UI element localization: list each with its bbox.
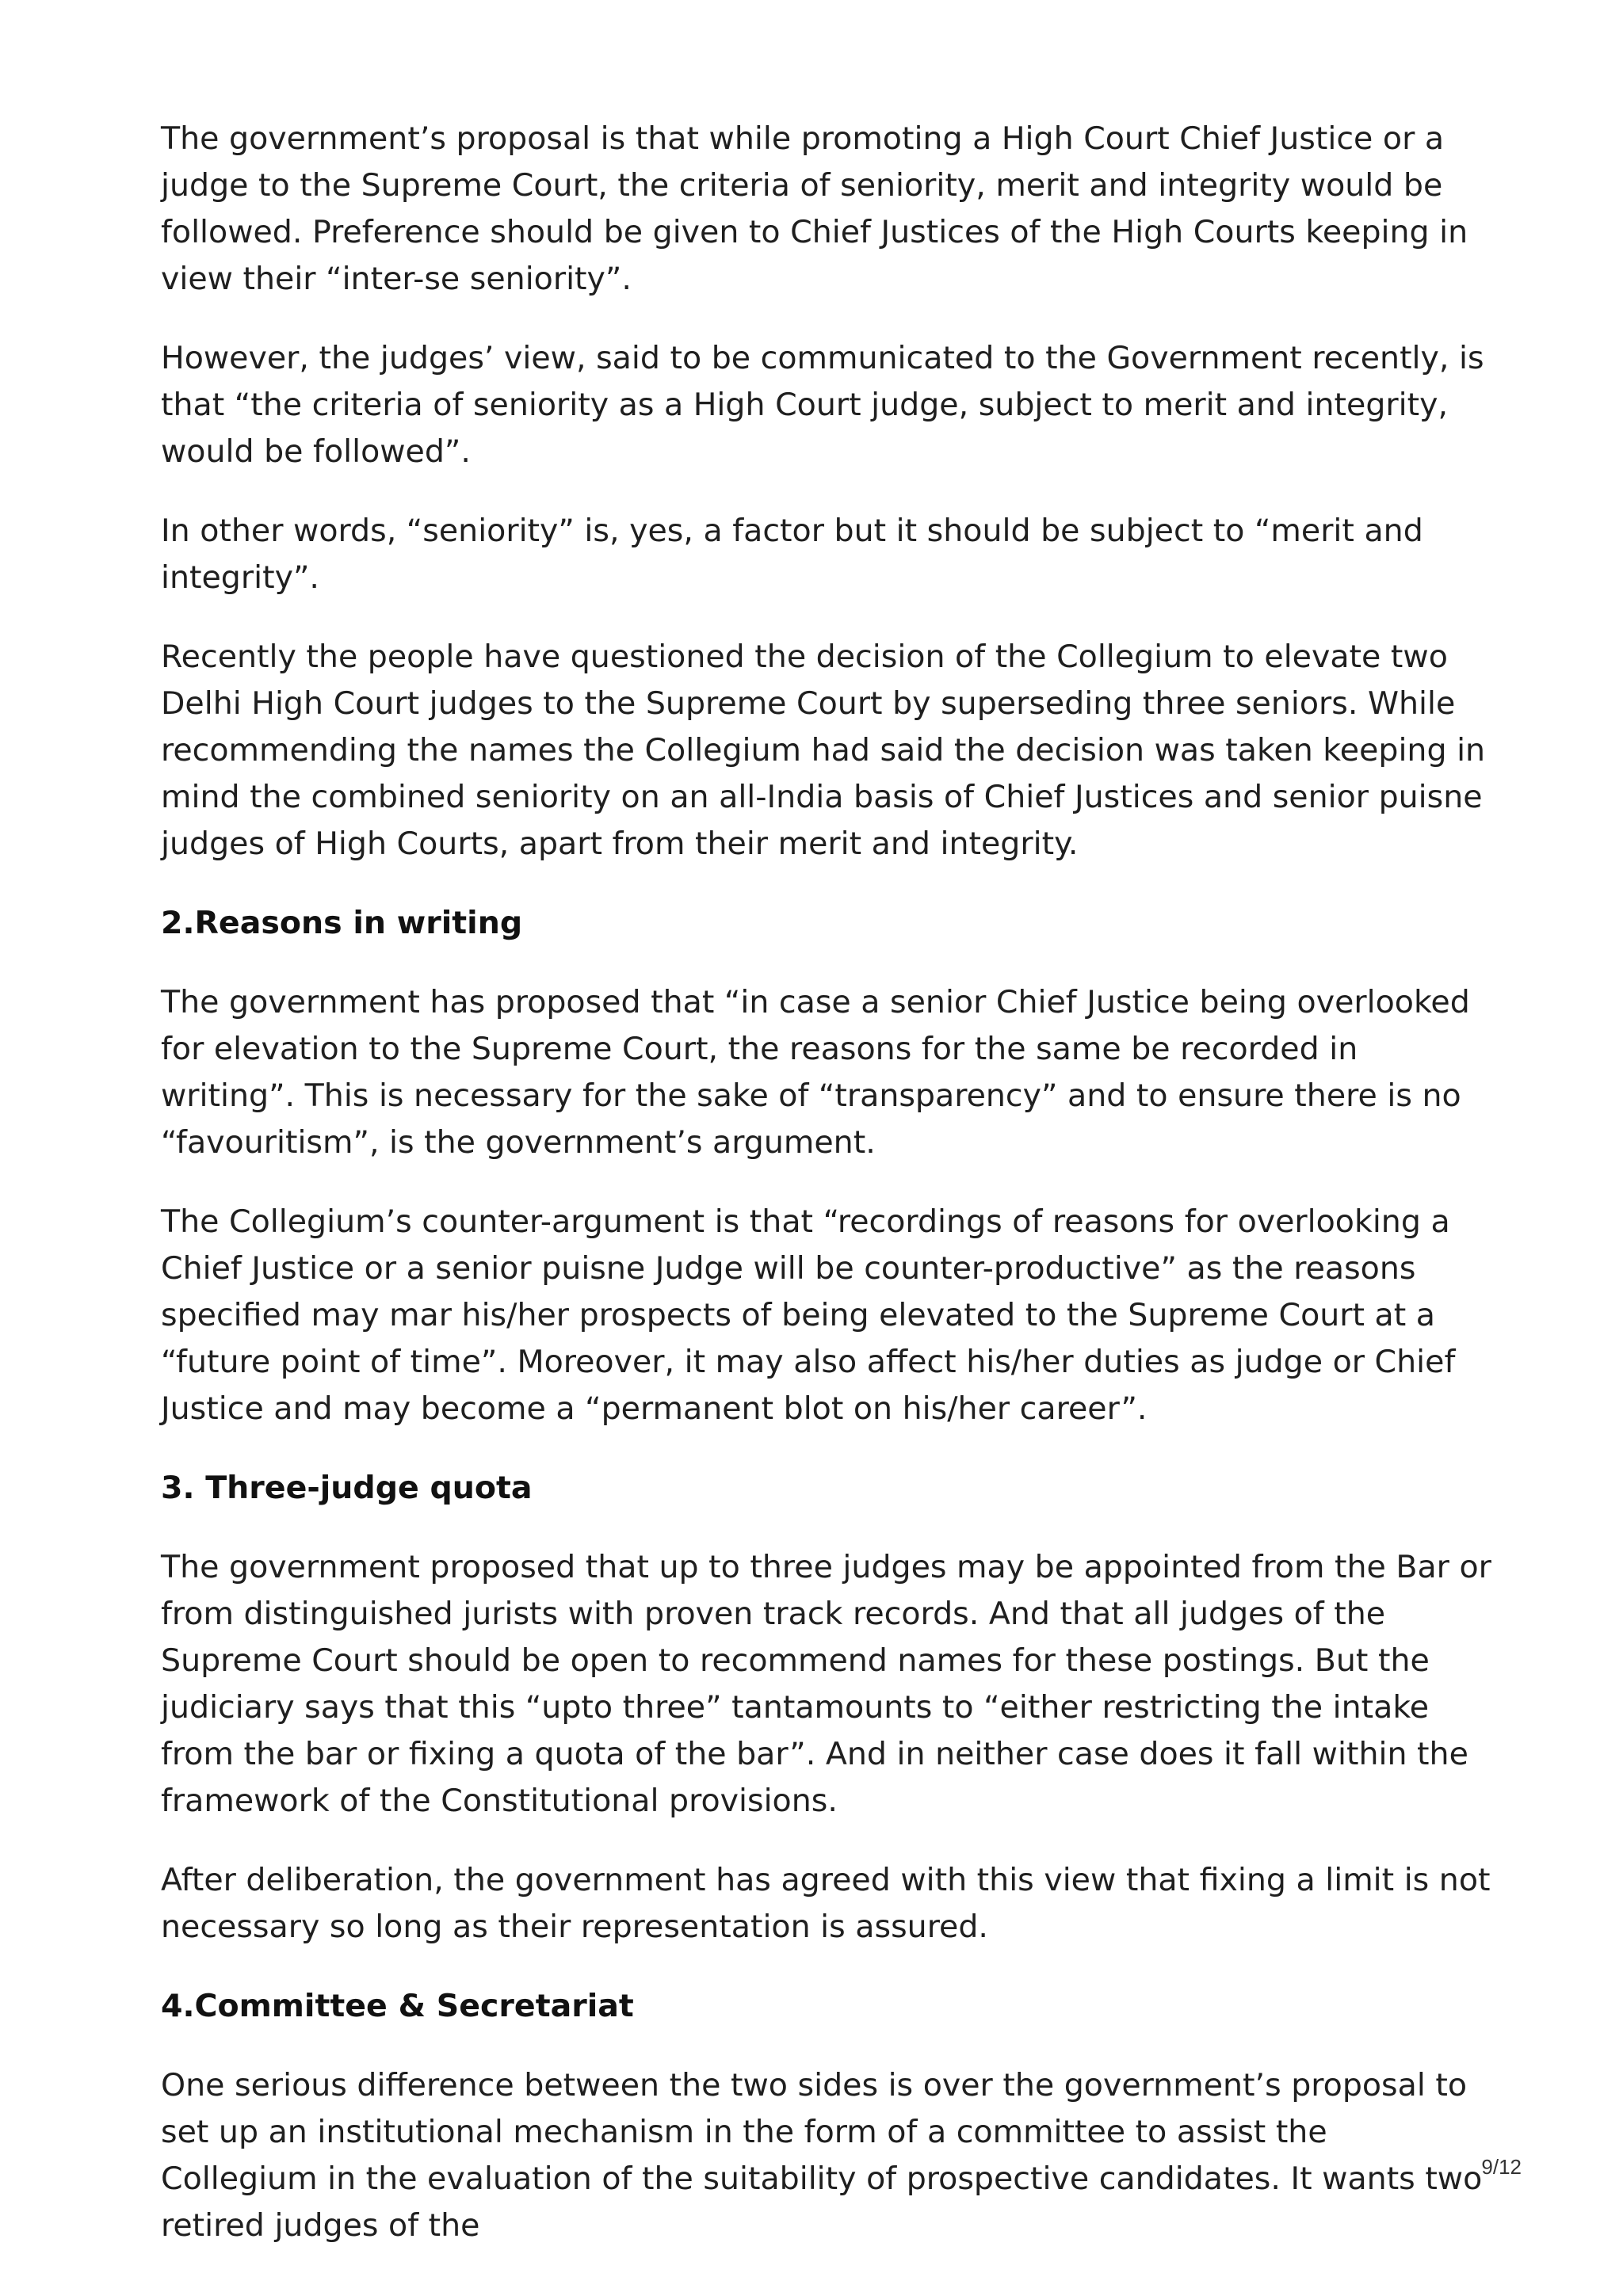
page-number: 9/12	[1481, 2155, 1522, 2179]
paragraph-government-proposal-reasons: The government has proposed that “in case a senior Chief Justice being overlooked for elevation to the Supreme Court, the reasons for the same be recorded in writing”. This is necessary for the sake of “transparency” and to ensure there is no “favouritism”, is the government’s argument.	[161, 984, 1470, 1161]
section-heading-committee-secretariat: 4.Committee & Secretariat	[161, 1988, 634, 2024]
article-body	[161, 116, 1492, 2282]
paragraph-collegium-counter-argument: The Collegium’s counter-argument is that “recordings of reasons for overlooking a Chief Justice or a senior puisne Judge will be counter-productive” as the reasons specified may mar his/her prospects of being elevated to the Supreme Court at a “future point of time”. Moreover, it may also affect his/her duties as judge or Chief Justice and may become a “permanent blot on his/her career”.	[161, 1203, 1456, 1427]
paragraph-collegium-decision: Recently the people have questioned the decision of the Collegium to elevate two Delhi High Court judges to the Supreme Court by superseding three seniors. While recommending the names the Collegium had said the decision was taken keeping in mind the combined seniority on an all-India basis of Chief Justices and senior puisne judges of High Courts, apart from their merit and integrity.	[161, 639, 1486, 862]
paragraph-proposal-criteria: The government’s proposal is that while promoting a High Court Chief Justice or a judge to the Supreme Court, the criteria of seniority, merit and integrity would be followed. Preference should be given to Chief Justices of the High Courts keeping in view their “inter-se seniority”.	[161, 120, 1468, 297]
paragraph-institutional-mechanism: One serious difference between the two sides is over the government’s proposal to set up an institutional mechanism in the form of a committee to assist the Collegium in the evaluation of the suitability of prospective candidates. It wants two retired judges of the	[161, 2067, 1483, 2244]
paragraph-other-words: In other words, “seniority” is, yes, a factor but it should be subject to “merit and integrity”.	[161, 513, 1423, 596]
paragraph-three-judges-proposal: The government proposed that up to three judges may be appointed from the Bar or from distinguished jurists with proven track records. And that all judges of the Supreme Court should be open to recommend names for these postings. But the judiciary says that this “upto three” tantamounts to “either restricting the intake from the bar or fixing a quota of the bar”. And in neither case does it fall within the framework of the Constitutional provisions.	[161, 1549, 1491, 1819]
paragraph-judges-view: However, the judges’ view, said to be communicated to the Government recently, is that “the criteria of seniority as a High Court judge, subject to merit and integrity, would be followed”.	[161, 340, 1484, 470]
paragraph-government-agreed: After deliberation, the government has agreed with this view that fixing a limit is not necessary so long as their representation is assured.	[161, 1862, 1491, 1945]
section-heading-reasons-in-writing: 2.Reasons in writing	[161, 905, 523, 941]
section-heading-three-judge-quota: 3. Three-judge quota	[161, 1470, 533, 1506]
